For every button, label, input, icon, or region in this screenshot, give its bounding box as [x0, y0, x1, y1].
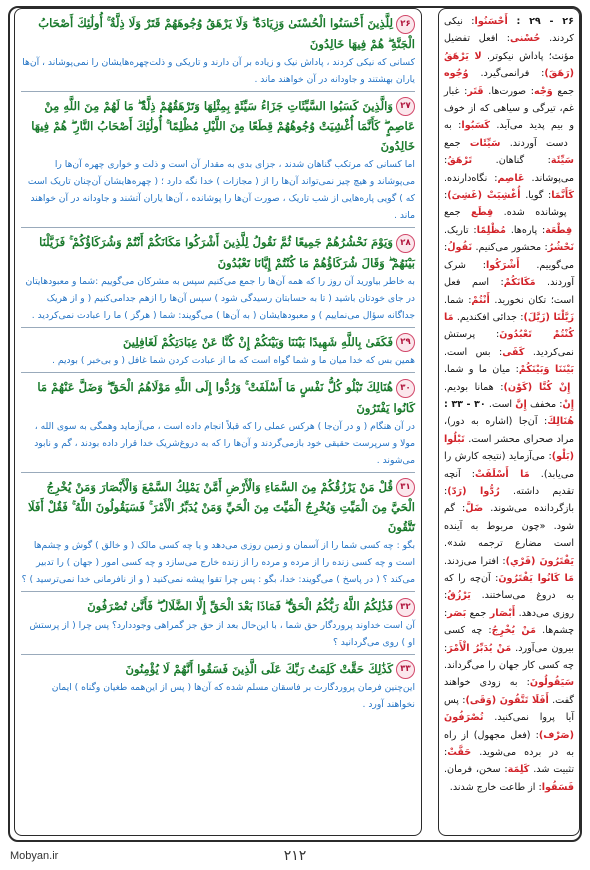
- gloss-term: أَنْتُمْ: [471, 294, 490, 306]
- gloss-definition: : نگاه‌دارنده.: [444, 172, 498, 184]
- verse-block: [21, 232, 415, 324]
- verse-translation: همین بس که خدا میان ما و شما گواه است که ما از عبادت کردن شما غافل ( و بی‌خبر ) بودیم .: [52, 355, 415, 366]
- verse-block: [21, 13, 415, 88]
- gloss-term: حَقَّتْ: [447, 747, 472, 759]
- gloss-definition: : جدائی افکندیم.: [456, 311, 524, 323]
- gloss-term: نَحْشُرُ: [547, 242, 574, 254]
- verse-translation: به خاطر بیاورید آن روز را که همه آن‌ها را جمع می‌کنیم سپس به مشرکان می‌گوییم :شما و معبودهایتان در جای خودتان باشید ( تا به حسابتان رسیدگی شود ) سپس آن‌ها را ازهم جدامی‌کنیم ( و از هریک جداگانه سؤال می‌نماییم ) و معبودهایشان ( به آن‌ها ) می‌گویند: شما ( هرگز ) ما را عبادت نمی‌کردید .: [25, 275, 415, 321]
- gloss-term: عَاصِم: [497, 172, 525, 184]
- gloss-definition: : می‌گوییم.: [444, 242, 574, 271]
- gloss-definition: : می‌پوشاند.: [444, 155, 574, 184]
- gloss-term: سَیِّئَات: [469, 137, 501, 149]
- gloss-term: وُجُوه: [444, 68, 469, 80]
- verse-divider: [21, 591, 415, 592]
- gloss-term: کَسَبُوا: [461, 120, 490, 132]
- gloss-definition: : نیکی کردند.: [444, 16, 574, 45]
- gloss-term: يَفْتَرُونَ (فَرْي): [505, 555, 574, 567]
- gloss-definition: : آن‌جا (اشاره به دور)، مراد صحرای محشر است.: [444, 416, 574, 445]
- verse-divider: [21, 91, 415, 92]
- verse-number-badge: ۲۶: [396, 15, 415, 34]
- gloss-term: إِنْ: [562, 398, 574, 410]
- verse-arabic: [21, 659, 415, 680]
- gloss-definition: : پوشانده شده.: [444, 190, 567, 219]
- gloss-term: رُدُّوا (رَدّ): [447, 485, 500, 497]
- gloss-term: مُظْلِمًا: [476, 224, 506, 236]
- gloss-term: کَأَنَّمَا: [551, 190, 575, 202]
- gloss-definition: : محشور می‌کنیم.: [475, 242, 548, 254]
- gloss-term: سَيَقُولُونَ: [529, 677, 574, 689]
- gloss-definition: : پاره‌ها.: [510, 224, 546, 236]
- verse-translation: بگو : چه کسی شما را از آسمان و زمین روزی می‌دهد و یا چه کسی مالک ( و خالق ) گوش و چشم‌ها است و چه کسی زنده را از مرده و مرده را از زنده خارج می‌سازد و چه کسی امور ( جهان ) را تدبیر می‌کند ؟ ( در پاسخ ) می‌گویند: خدا، بگو : پس چرا تقوا پیشه نمی‌کنید ( و از نافرمانی خدا نمی‌ترسید ) ؟: [21, 540, 415, 585]
- verse-number-badge: ۲۹: [396, 333, 415, 352]
- verse-arabic: [21, 96, 415, 157]
- verse-number-badge: ۳۳: [396, 660, 415, 679]
- verse-number-badge: ۳۱: [396, 478, 415, 497]
- gloss-term: أَحْسَنُوا: [474, 16, 508, 27]
- gloss-definition: : به زودی خواهند گفت.: [444, 677, 574, 706]
- gloss-definition: : از طاعت خارج شدند.: [449, 781, 542, 793]
- gloss-definition: : صورت‌ها.: [488, 85, 535, 97]
- verse-block: [21, 596, 415, 651]
- gloss-definition: جمع: [552, 85, 574, 97]
- gloss-term: قَتَر: [467, 85, 484, 97]
- gloss-definition: جمع: [444, 207, 472, 219]
- gloss-term: كَفَى: [502, 346, 525, 358]
- gloss-term: مَا كَانُوا يَفْتَرُونَ: [498, 573, 574, 584]
- gloss-definition: : آنچه تقدیم داشته.: [444, 468, 574, 497]
- gloss-definition: : غبار غم، تیرگی و سیاهی که از خوف و بیم پدید می‌آید.: [444, 85, 574, 132]
- verses-column: [14, 8, 422, 836]
- gloss-term: أُغْشِیَتْ (غَشِیَ): [447, 190, 521, 202]
- gloss-term: يَرْزُقُ: [447, 590, 471, 602]
- gloss-term: بَصَر: [447, 607, 467, 619]
- gloss-definition: : گم شود. «چون مربوط به آینده است مضارع ترجمه شد».: [444, 503, 574, 550]
- verse-arabic: [21, 13, 415, 54]
- verse-divider: [21, 654, 415, 655]
- gloss-term: نَقُولُ: [447, 242, 473, 254]
- verse-arabic: [21, 596, 415, 617]
- verse-block: [21, 332, 415, 370]
- gloss-term: مَا كُنْتُمْ تَعْبُدُونَ: [444, 311, 574, 341]
- verse-divider: [21, 327, 415, 328]
- gloss-definition: : پرستش نمی‌کردید.: [444, 329, 574, 358]
- gloss-term: ضَلَّ: [465, 503, 484, 515]
- gloss-definition: جمع: [444, 137, 470, 149]
- verse-number-badge: ۳۰: [396, 379, 415, 398]
- verse-number-badge: ۲۷: [396, 97, 415, 116]
- gloss-definition: : بازگردانده می‌شوند.: [444, 485, 574, 515]
- verse-arabic-text: قُلْ مَنْ يَرْزُقُكُمْ مِنَ السَّمَاءِ وَالْأَرْضِ أَمَّنْ يَمْلِكُ السَّمْعَ وَالْأَبْصَارَ وَمَنْ يُخْرِجُ الْحَيَّ مِنَ الْمَيِّتِ وَيُخْرِجُ الْمَيِّتَ مِنَ الْحَيِّ وَمَنْ يُدَبِّرُ الْأَمْرَ ۚ فَسَيَقُولُونَ اللَّهُ ۚ فَقُلْ أَفَلَا تَتَّقُونَ: [28, 479, 415, 534]
- gloss-definition: جمع: [466, 607, 490, 619]
- gloss-definition: : چشم‌ها.: [444, 607, 574, 637]
- verse-translation: آن است خداوند پروردگار حق شما ، با این‌حال بعد از حق جز گمراهی وجوددارد؟ پس چرا ( از پرستش او ) روی می‌گردانید ؟: [29, 619, 415, 648]
- gloss-definition: : تاریک.: [444, 224, 477, 236]
- gloss-definition: : افعل تفضیل مؤنث؛ پاداش نیکوتر.: [444, 33, 574, 62]
- gloss-term: سَیِّئَة: [550, 155, 574, 167]
- gloss-term: قِطَع: [471, 207, 494, 219]
- gloss-term: قِطْعَة: [545, 224, 573, 236]
- gloss-term: فَسَقُوا: [541, 781, 574, 793]
- gloss-term: لا یَرْهَقُ (رَهَقَ): [444, 50, 574, 80]
- verse-translation: در آن هنگام ( و در آن‌جا ) هرکس عملی را که قبلاً انجام داده است ، می‌آزماید وهمگی به سوی الله ، مولا و سرپرست حقیقی خود بازمی‌گردند و آن‌ها را که به دروغ‌شریک خدا قرار داده بودند ، گم و نابود می‌شوند .: [34, 420, 415, 466]
- verse-arabic-text: فَذَٰلِكُمُ اللَّهُ رَبُّكُمُ الْحَقُّ ۖ فَمَاذَا بَعْدَ الْحَقِّ إِلَّا الضَّلَالُ ۖ فَأَنَّىٰ تُصْرَفُونَ: [87, 599, 393, 613]
- gloss-term: مَكَانَكُمْ: [503, 277, 536, 289]
- gloss-term: تُصْرَفُونَ (صَرْف): [444, 712, 574, 741]
- verse-arabic-text: وَيَوْمَ نَحْشُرُهُمْ جَمِيعًا ثُمَّ نَقُولُ لِلَّذِينَ أَشْرَكُوا مَكَانَكُمْ أَنْتُمْ وَشُرَكَاؤُكُمْ ۚ فَزَيَّلْنَا بَيْنَهُمْ ۖ وَقَالَ شُرَكَاؤُهُمْ مَا كُنْتُمْ إِيَّانَا تَعْبُدُونَ: [39, 235, 415, 270]
- gloss-definition: : فرانمی‌گیرد.: [480, 68, 545, 80]
- gloss-definition: : افترا می‌زدند.: [444, 555, 506, 567]
- site-watermark[interactable]: Mobyan.ir: [10, 850, 59, 862]
- gloss-definition: : چه کسی بیرون می‌آورد.: [444, 625, 574, 654]
- verse-arabic-text: كَذَٰلِكَ حَقَّتْ كَلِمَتُ رَبِّكَ عَلَى الَّذِينَ فَسَقُوا أَنَّهُمْ لَا يُؤْمِنُونَ: [125, 661, 393, 676]
- gloss-term: بَيْنَنَا وَبَيْنَكُمْ: [518, 364, 575, 376]
- gloss-definition: : چه کسی کار جهان را می‌گرداند.: [444, 642, 574, 672]
- gloss-definition: : روزی می‌دهد.: [444, 590, 574, 619]
- verse-arabic: [21, 332, 415, 353]
- gloss-definition: : می‌آزماید (نتیجه کارش را می‌یابد).: [444, 451, 574, 480]
- page-number: ۲۱۲: [283, 848, 307, 864]
- gloss-definition: : گناهان.: [495, 155, 551, 167]
- gloss-term: أَشْرَكُوا: [485, 259, 520, 271]
- verse-arabic: [21, 477, 415, 538]
- verse-arabic: [21, 377, 415, 418]
- gloss-definition: : آن‌چه را که به دروغ می‌ساختند.: [444, 573, 574, 602]
- gloss-range: ۲۶ - ۲۹ :: [507, 16, 574, 27]
- gloss-definition: : شرک آوردند.: [444, 259, 574, 289]
- gloss-term: أَبْصَار: [489, 607, 516, 619]
- gloss-term: هُنَالِكَ: [547, 416, 574, 428]
- verse-arabic-text: وَالَّذِينَ كَسَبُوا السَّيِّئَاتِ جَزَاءُ سَيِّئَةٍ بِمِثْلِهَا وَتَرْهَقُهُمْ ذِلَّةٌ ۖ مَا لَهُمْ مِنَ اللَّهِ مِنْ عَاصِمٍ ۖ كَأَنَّمَا أُغْشِيَتْ وُجُوهُهُمْ قِطَعًا مِنَ اللَّيْلِ مُظْلِمًا ۚ أُولَٰئِكَ أَصْحَابُ النَّارِ ۖ هُمْ فِيهَا خَالِدُونَ: [31, 98, 415, 153]
- verse-arabic-text: فَكَفَىٰ بِاللَّهِ شَهِيدًا بَيْنَنَا وَبَيْنَكُمْ إِنْ كُنَّا عَنْ عِبَادَتِكُمْ لَغَافِلِينَ: [122, 334, 393, 349]
- gloss-term: كَلِمَة: [507, 764, 530, 776]
- gloss-definition: : به دست آوردند.: [444, 120, 568, 149]
- gloss-definition: : پس آیا پروا نمی‌کنید.: [444, 694, 574, 724]
- verse-arabic: [21, 232, 415, 273]
- gloss-definition: است.: [488, 398, 516, 410]
- verse-divider: [21, 372, 415, 373]
- gloss-definition: : (فعل مجهول) از راه به در برده می‌شوید.: [444, 729, 574, 759]
- gloss-term: زَيَّلْنَا (زَيَّلَ): [523, 311, 574, 323]
- verse-block: [21, 377, 415, 469]
- gloss-definition: : اسم فعل است؛ تکان نخورید.: [444, 277, 574, 306]
- glossary-column: [438, 8, 580, 836]
- gloss-term: أَفَلَا تَتَّقُونَ (وَقَى): [465, 694, 549, 706]
- gloss-term: إِنْ كُنَّا (كَوْن): [503, 381, 571, 393]
- gloss-term: تَرْهَقُ: [447, 155, 473, 167]
- gloss-definition: : گویا.: [525, 190, 552, 202]
- verse-number-badge: ۳۲: [396, 598, 415, 617]
- verse-translation: اما کسانی که مرتکب گناهان شدند ، جزای بدی به مقدار آن است و ذلت و خواری چهره آن‌ها را می‌پوشاند و هیچ چیز نمی‌تواند آن‌ها را از ( مجازات ) خدا نگه دارد ؛ ( چهره‌هایشان آن‌چنان تاریک است که ) گویی پاره‌هایی از شب تاریک ، صورت آن‌ها را پوشانده ، آن‌ها یاران آتشند و جاودانه در آن خواهند ماند .: [27, 159, 415, 221]
- verse-arabic-text: هُنَالِكَ تَبْلُو كُلُّ نَفْسٍ مَا أَسْلَفَتْ ۚ وَرُدُّوا إِلَى اللَّهِ مَوْلَاهُمُ الْحَقِّ ۖ وَضَلَّ عَنْهُمْ مَا كَانُوا يَفْتَرُونَ: [37, 380, 415, 415]
- verse-block: [21, 659, 415, 714]
- gloss-definition: : بس است.: [444, 346, 503, 358]
- gloss-term: حُسْنی: [509, 33, 541, 45]
- gloss-range: ۳۰ - ۳۳ :: [444, 398, 486, 410]
- gloss-definition: : مخفف: [526, 398, 563, 410]
- gloss-definition: : همانا بودیم.: [444, 381, 504, 393]
- verse-block: [21, 477, 415, 589]
- verse-translation: کسانی که نیکی کردند ، پاداش نیک و زیاده بر آن دارند و تاریکی و ذلت‌چهره‌هایشان را نمی‌پوشاند ، آن‌ها یاران بهشتند و جاودانه در آن خواهند ماند .: [22, 56, 415, 85]
- gloss-definition: : تثبیت شد.: [444, 747, 574, 776]
- gloss-term: مَا أَسْلَفَتْ: [475, 468, 530, 480]
- verse-block: [21, 96, 415, 225]
- gloss-term: إِنَّ: [515, 398, 527, 410]
- gloss-definition: : شما.: [444, 294, 472, 306]
- gloss-term: مَنْ يُدَبِّرُ الْأَمْرَ: [447, 642, 512, 654]
- verse-divider: [21, 227, 415, 228]
- verse-translation: این‌چنین فرمان پروردگارت بر فاسقان مسلم شده که آن‌ها ( پس از این‌همه طغیان وگناه ) ایمان نخواهند آورد .: [51, 682, 415, 710]
- gloss-term: مَنْ يُخْرِجُ: [491, 625, 536, 637]
- verse-divider: [21, 472, 415, 473]
- gloss-definition: : سخن، فرمان.: [444, 764, 508, 776]
- verse-number-badge: ۲۸: [396, 234, 415, 253]
- gloss-term: تَبْلُوا (بَلْو): [444, 433, 574, 463]
- verse-arabic-text: لِلَّذِينَ أَحْسَنُوا الْحُسْنَىٰ وَزِيَادَةٌ ۖ وَلَا يَرْهَقُ وُجُوهَهُمْ قَتَرٌ وَلَا ذِلَّةٌ ۚ أُولَٰئِكَ أَصْحَابُ الْجَنَّةِ ۖ هُمْ فِيهَا خَالِدُونَ: [38, 16, 415, 51]
- gloss-term: وَجْه: [534, 85, 553, 97]
- gloss-definition: : میان ما و شما.: [444, 364, 519, 376]
